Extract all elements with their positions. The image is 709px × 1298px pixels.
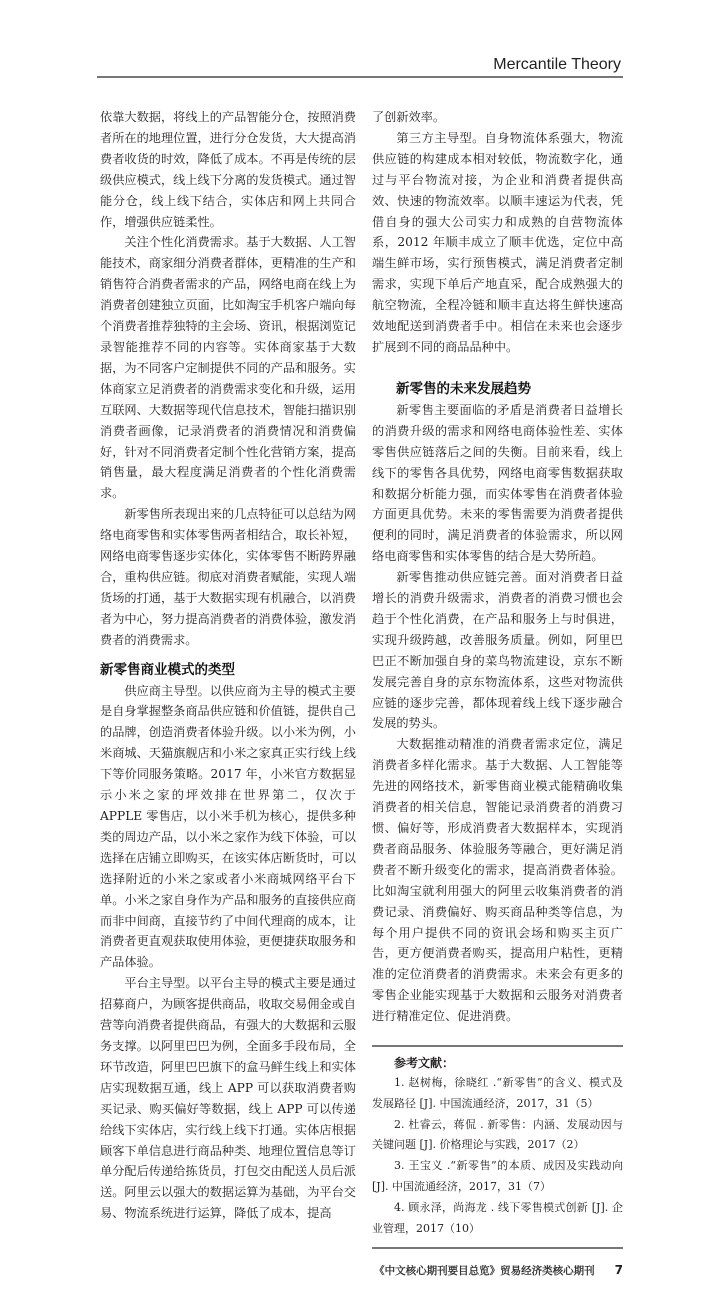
page-number: 7 [614,1263,623,1278]
paragraph: 供应商主导型。以供应商为主导的模式主要是自身掌握整条商品供应链和价值链，提供自己的品牌，创造消费者体验升级。以小米为例，小米商城、天猫旗舰店和小米之家真正实行线上线下等价同服务策略。2017 年，小米官方数据显示小米之家的坪效排在世界第二，仅次于 APPLE 零售店，以小米手机为核心，提供多种类的周边产品，以小米之家作为线下体验，可以选择在店铺立即购买，在该实体店断货时，可以选择附近的小米之家或者小米商城网络平台下单。小米之家自身作为产品和服务的直接供应商而非中间商，直接节约了中间代理商的成本，让消费者更直观获取使用体验，更便捷获取服务和产品体验。 [100,683,356,970]
page-footer [0,1249,623,1298]
section-heading: 新零售的未来发展趋势 [396,380,531,397]
paragraph: 大数据推动精准的消费者需求定位，满足消费者多样化需求。基于大数据、人工智能等先进的网络技术，新零售商业模式能精确收集消费者的相关信息，智能记录消费者的消费习惯、偏好等，形成消费者大数据样本，实现消费者商品服务、体验服务等融合，更好满足消费者不断升级变化的需求，提高消费者体验。比如淘宝就利用强大的阿里云收集消费者的消费记录、消费偏好、购买商品种类等信息，为每个用户提供不同的资讯会场和购买主页广告，更方便消费者购买，提高用户粘性，更精准的定位消费者的消费需求。未来会有更多的零售企业能实现基于大数据和云服务对消费者进行精准定位、促进消费。 [372,737,623,1024]
running-header-title: Mercantile Theory [493,56,621,73]
paragraph: 新零售主要面临的矛盾是消费者日益增长的消费升级的需求和网络电商体验性差、实体零售供应链落后之间的失衡。目前来看，线上线下的零售各具优势，网络电商零售数据获取和数据分析能力强，而实体零售在消费者体验方面更具优势。未来的零售需要为消费者提供便利的同时，满足消费者的体验需求，所以网络电商零售和实体零售的结合是大势所趋。 [372,402,623,564]
paragraph: 新零售所表现出来的几点特征可以总结为网络电商零售和实体零售两者相结合，取长补短，网络电商零售逐步实体化，实体零售不断跨界融合，重构供应链。彻底对消费者赋能，实现人端货场的打通，基于大数据实现有机融合，以消费者为中心，努力提高消费者的消费体验，激发消费者的消费需求。 [100,507,356,647]
paragraph: 关注个性化消费需求。基于大数据、人工智能技术，商家细分消费者群体，更精准的生产和销售符合消费者需求的产品，网络电商在线上为消费者创建独立页面，比如淘宝手机客户端向每个消费者推荐独特的主会场、资讯，根据浏览记录智能推荐不同的内容等。实体商家基于大数据，为不同客户定制提供不同的产品和服务。实体商家立足消费者的消费需求变化和升级，运用互联网、大数据等现代信息技术，智能扫描识别消费者画像，记录消费者的消费情况和消费偏好，针对不同消费者定制个性化营销方案，提高销售量，最大程度满足消费者的个性化消费需求。 [100,235,356,501]
paragraph: 新零售推动供应链完善。面对消费者日益增长的消费升级需求，消费者的消费习惯也会趋于个性化消费，在产品和服务上与时俱进，实现升级跨越，改善服务质量。例如，阿里巴巴正不断加强自身的菜鸟物流建设，京东不断发展完善自身的京东物流体系，这些对物流供应链的逐步完善，都体现着线上线下逐步融合发展的势头。 [372,570,623,731]
paragraph: 依靠大数据，将线上的产品智能分仓，按照消费者所在的地理位置，进行分仓发货，大大提高消费者收货的时效，降低了成本。不再是传统的层级供应模式，线上线下分离的发货模式。通过智能分仓，线上线下结合，实体店和网上共同合作，增强供应链柔性。 [100,110,356,229]
reference-item: 2. 杜睿云，蒋侃 . 新零售：内涵、发展动因与关键问题 [J]. 价格理论与实践，2017（2） [372,1117,623,1152]
section-heading: 新零售商业模式的类型 [100,661,235,678]
article-body [0,100,709,1249]
reference-item: 4. 顾永泽，尚海龙 . 线下零售模式创新 [J]. 企业管理，2017（10） [372,1200,623,1235]
reference-item: 3. 王宝义 .“新零售”的本质、成因及实践动向 [J]. 中国流通经济，2017，31（7） [372,1159,623,1194]
paragraph: 第三方主导型。自身物流体系强大，物流供应链的构建成本相对较低，物流数字化，通过与平台物流对接，为企业和消费者提供高效、快速的物流效率。以顺丰速运为代表，凭借自身的强大公司实力和成熟的自营物流体系，2012 年顺丰成立了顺丰优选，定位中高端生鲜市场，实行预售模式，满足消费者定制需求，实现下单后产地直采，配合成熟强大的航空物流，全程冷链和顺丰直达将生鲜快速高效地配送到消费者手中。相信在未来也会逐步扩展到不同的商品品种中。 [372,130,623,354]
page-header [0,0,709,100]
references-title: 参考文献： [394,1056,455,1071]
paragraph: 了创新效率。 [372,110,446,124]
paragraph: 平台主导型。以平台主导的模式主要是通过招募商户，为顾客提供商品，收取交易佣金或自营等向消费者提供商品，有强大的大数据和云服务支撑。以阿里巴巴为例，全面多手段布局，全环节改造，阿里巴巴旗下的盒马鲜生线上和实体店实现数据互通，线上 APP 可以获取消费者购买记录、购买偏好等数据，线上 APP 可以传递给线下实体店，实行线上线下打通。实体店根据顾客下单信息进行商品种类、地理位置信息等订单分配后传递给拣货员，打包交由配送人员后派送。阿里云以强大的数据运算为基础，为平台交易、物流系统进行运算，降低了成本，提高 [100,976,356,1221]
references-box [372,1045,623,1249]
right-column [372,107,623,1249]
header-rule [97,76,623,78]
reference-item: 1. 赵树梅，徐晓红 .“新零售”的含义、模式及发展路径 [J]. 中国流通经济，2017，31（5） [372,1076,623,1110]
left-column [100,107,356,1224]
references-list [372,1073,623,1239]
footer-journal: 《中文核心期刊要目总览》贸易经济类核心期刊 [374,1265,595,1278]
